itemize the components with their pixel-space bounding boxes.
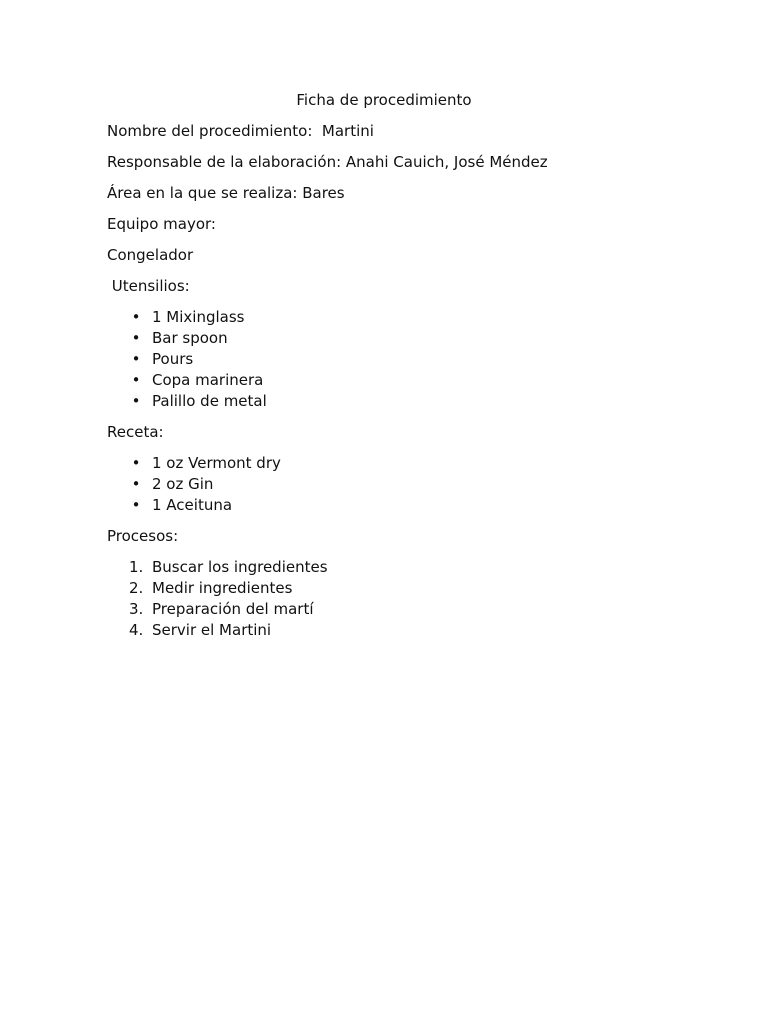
list-item xyxy=(107,495,661,516)
list-number: 1. xyxy=(129,558,144,576)
bullet-icon: • xyxy=(131,350,141,368)
list-item xyxy=(107,557,661,578)
list-item xyxy=(107,453,661,474)
procedure-name: Nombre del procedimiento: Martini xyxy=(107,122,374,140)
list-number: 2. xyxy=(129,579,144,597)
document-title: Ficha de procedimiento xyxy=(296,91,472,109)
list-item xyxy=(107,599,661,620)
bullet-icon: • xyxy=(131,371,141,389)
responsible-line: Responsable de la elaboración: Anahi Cauich, José Méndez xyxy=(107,153,548,171)
list-item-text: Pours xyxy=(152,350,194,368)
recipe-label: Receta: xyxy=(107,423,164,441)
utensils-label: Utensilios: xyxy=(107,277,190,295)
list-item-text: 2 oz Gin xyxy=(152,475,214,493)
list-item xyxy=(107,307,661,328)
list-number: 4. xyxy=(129,621,144,639)
bullet-icon: • xyxy=(131,392,141,410)
list-item-text: 1 Aceituna xyxy=(152,496,233,514)
list-item-text: Copa marinera xyxy=(152,371,264,389)
bullet-icon: • xyxy=(131,329,141,347)
list-item-text: Bar spoon xyxy=(152,329,228,347)
list-item xyxy=(107,349,661,370)
list-item-text: Preparación del martí xyxy=(152,600,314,618)
bullet-icon: • xyxy=(131,308,141,326)
area-line: Área en la que se realiza: Bares xyxy=(107,184,345,202)
bullet-icon: • xyxy=(131,454,141,472)
bullet-icon: • xyxy=(131,475,141,493)
list-item-text: 1 oz Vermont dry xyxy=(152,454,281,472)
list-item xyxy=(107,391,661,412)
list-item xyxy=(107,578,661,599)
major-equipment-label: Equipo mayor: xyxy=(107,215,216,233)
processes-label: Procesos: xyxy=(107,527,179,545)
recipe-list xyxy=(107,453,661,516)
utensils-list xyxy=(107,307,661,412)
list-item xyxy=(107,620,661,641)
bullet-icon: • xyxy=(131,496,141,514)
list-item-text: 1 Mixinglass xyxy=(152,308,245,326)
list-item xyxy=(107,370,661,391)
list-item xyxy=(107,474,661,495)
list-item xyxy=(107,328,661,349)
list-item-text: Medir ingredientes xyxy=(152,579,293,597)
document-page xyxy=(107,90,661,641)
list-item-text: Buscar los ingredientes xyxy=(152,558,328,576)
list-item-text: Palillo de metal xyxy=(152,392,267,410)
processes-list xyxy=(107,557,661,641)
list-item-text: Servir el Martini xyxy=(152,621,272,639)
list-number: 3. xyxy=(129,600,144,618)
major-equipment-item: Congelador xyxy=(107,246,194,264)
